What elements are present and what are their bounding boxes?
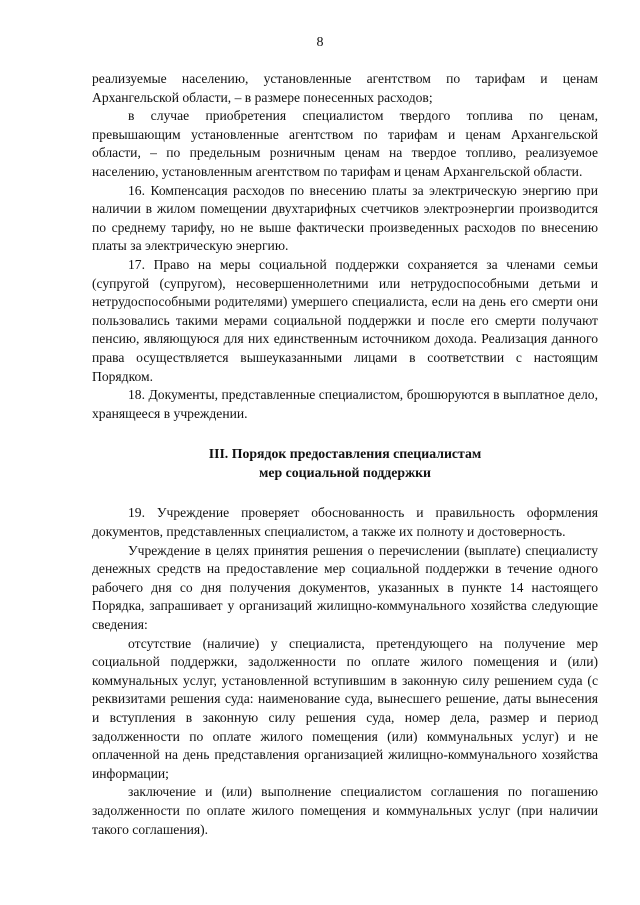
paragraph-request-info: Учреждение в целях принятия решения о перечислении (выплате) специалисту денежных средств на предоставление мер социальной поддержки в течение одного рабочего дня со дня получения документов, указанных в пункте 14 настоящего Порядка, запрашивает у организаций жилищно-коммунального хозяйства следующие сведения: xyxy=(92,542,598,633)
section-heading-line2: мер социальной поддержки xyxy=(259,464,431,480)
paragraph-item-19: 19. Учреждение проверяет обоснованность и правильность оформления документов, представленных специалистом, а также их полноту и достоверность. xyxy=(92,505,598,540)
page-number: 8 xyxy=(316,35,324,50)
paragraph-item-17: 17. Право на меры социальной поддержки сохраняется за членами семьи (супругой (супругом), несовершеннолетними или нетрудоспособными детьми и нетрудоспособными родителями) умершего специалиста, если на день его смерти они пользовались такими мерами социальной поддержки и после его смерти получают пенсию, являющуюся для них единственным источником дохода. Реализация данного права осуществляется вышеуказанными лицами в соответствии с настоящим Порядком. xyxy=(92,256,598,384)
spacer xyxy=(92,482,598,504)
paragraph-solid-fuel: в случае приобретения специалистом твердого топлива по ценам, превышающим установленные агентством по тарифам и ценам Архангельской области, – по предельным розничным ценам на твердое топливо, реализуемое населению, установленным агентством по тарифам и ценам Архангельской области. xyxy=(92,108,598,179)
paragraph-debt-status: отсутствие (наличие) у специалиста, претендующего на получение мер социальной поддержки, задолженности по оплате жилого помещения и (или) коммунальных услуг, установленной вступившим в законную силу решением суда (с реквизитами решения суда: наименование суда, вынесшего решение, даты вынесения и вступления в законную силу решения суда, номер дела, размер и период задолженности по оплате жилого помещения (или) коммунальных услуг) и не оплаченной на день представления организацией жилищно-коммунального хозяйства информации; xyxy=(92,635,598,781)
paragraph-continuation: реализуемые населению, установленные агентством по тарифам и ценам Архангельской области, – в размере понесенных расходов; xyxy=(92,71,598,105)
paragraph-item-18: 18. Документы, представленные специалистом, брошюруются в выплатное дело, хранящееся в учреждении. xyxy=(92,387,598,421)
spacer xyxy=(92,423,598,445)
document-body xyxy=(92,70,598,839)
paragraph-item-16: 16. Компенсация расходов по внесению платы за электрическую энергию при наличии в жилом помещении двухтарифных счетчиков электроэнергии производится по среднему тарифу, но не выше фактически произведенных расходов по внесению платы за электрическую энергию. xyxy=(92,182,598,254)
section-heading-line1: III. Порядок предоставления специалистам xyxy=(208,446,482,462)
paragraph-debt-agreement: заключение и (или) выполнение специалистом соглашения по погашению задолженности по оплате жилого помещения и коммунальных услуг (при наличии такого соглашения). xyxy=(92,784,598,837)
